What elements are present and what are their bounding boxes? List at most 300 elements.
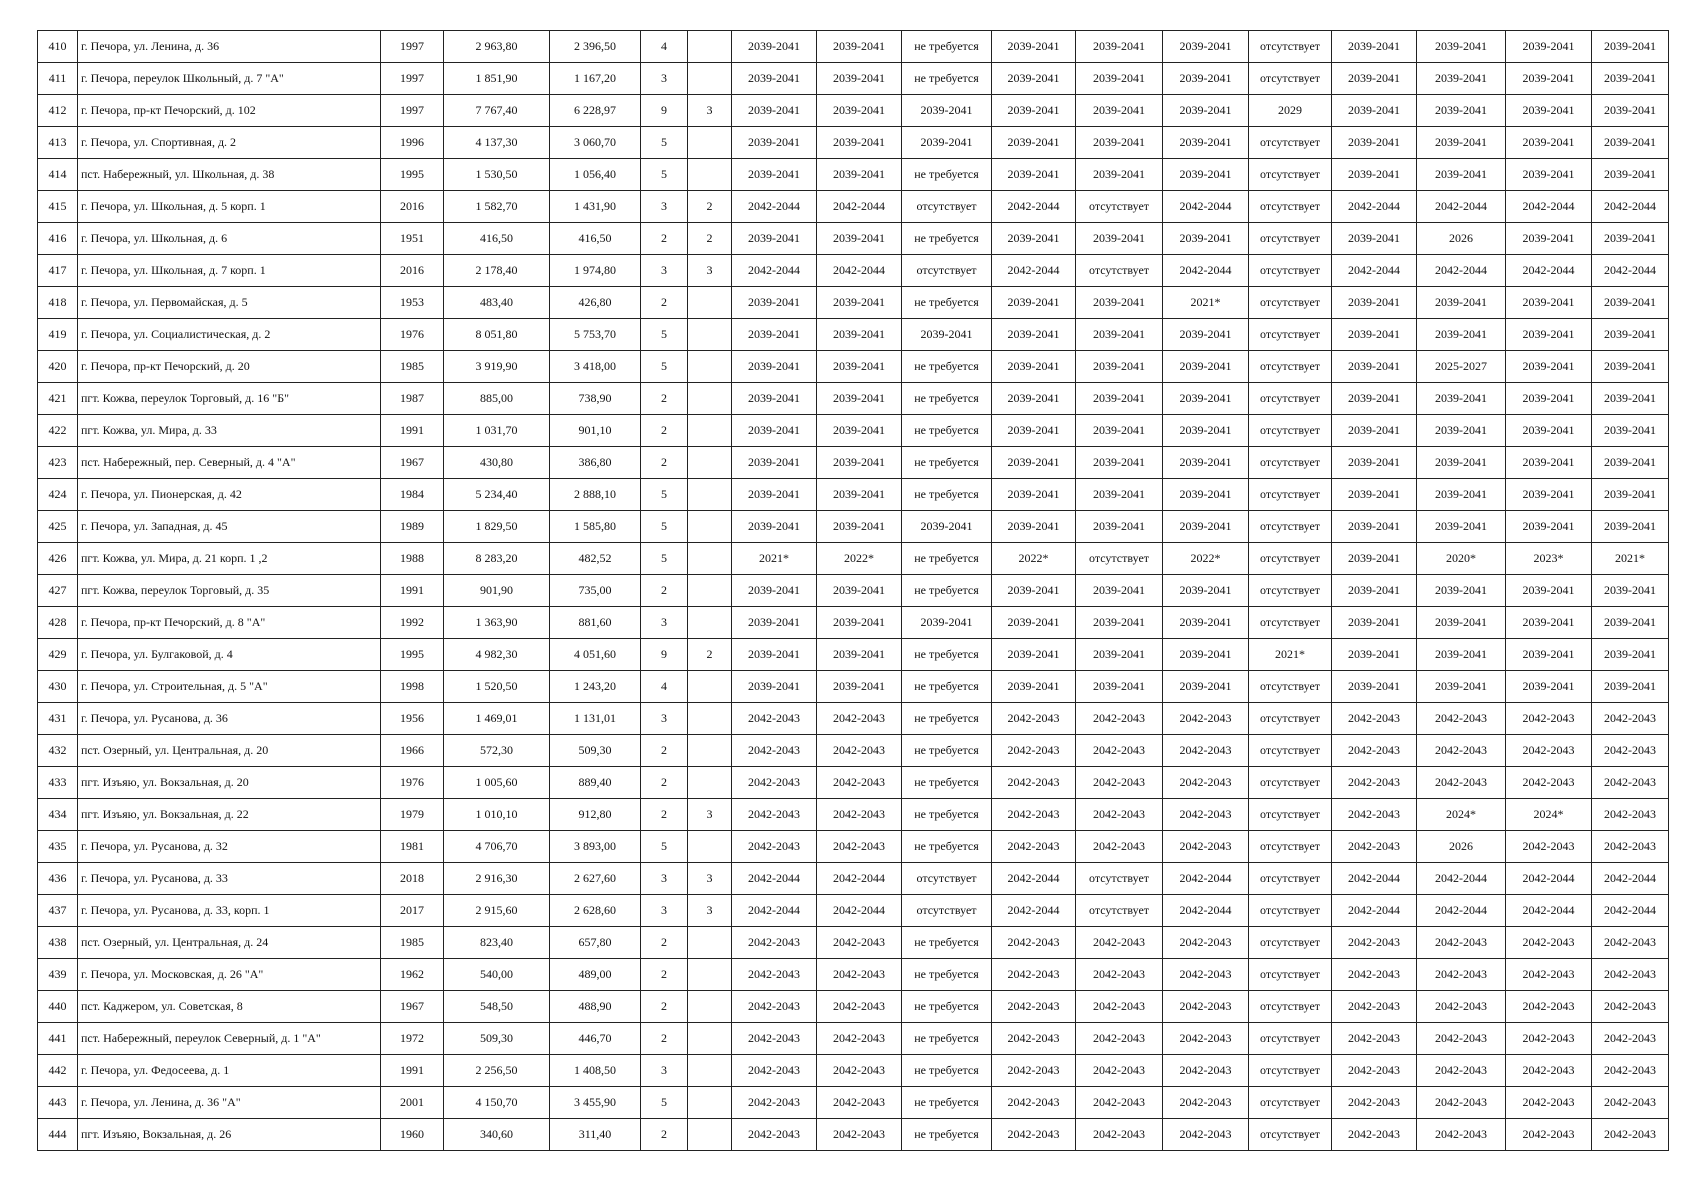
cell-address: г. Печора, ул. Западная, д. 45 xyxy=(78,511,381,543)
cell-repair-1: 2042-2043 xyxy=(732,1023,817,1055)
cell-living-area: 509,30 xyxy=(550,735,641,767)
cell-entrances xyxy=(688,415,732,447)
cell-build-year: 1985 xyxy=(381,927,444,959)
cell-build-year: 1981 xyxy=(381,831,444,863)
cell-total-area: 5 234,40 xyxy=(444,479,550,511)
table-row xyxy=(38,1023,1669,1055)
cell-repair-7: отсутствует xyxy=(1249,223,1332,255)
cell-repair-8: 2039-2041 xyxy=(1332,447,1417,479)
cell-total-area: 4 982,30 xyxy=(444,639,550,671)
cell-repair-5: 2039-2041 xyxy=(1076,639,1163,671)
cell-repair-8: 2039-2041 xyxy=(1332,639,1417,671)
cell-floors: 3 xyxy=(641,703,688,735)
cell-repair-8: 2039-2041 xyxy=(1332,63,1417,95)
cell-living-area: 1 131,01 xyxy=(550,703,641,735)
cell-row-number: 438 xyxy=(38,927,78,959)
cell-repair-4: 2039-2041 xyxy=(992,607,1076,639)
cell-repair-2: 2042-2043 xyxy=(817,831,902,863)
cell-floors: 4 xyxy=(641,31,688,63)
table-row xyxy=(38,959,1669,991)
cell-living-area: 1 243,20 xyxy=(550,671,641,703)
cell-repair-5: отсутствует xyxy=(1076,863,1163,895)
cell-repair-2: 2042-2043 xyxy=(817,767,902,799)
cell-repair-2: 2039-2041 xyxy=(817,447,902,479)
cell-entrances xyxy=(688,63,732,95)
cell-total-area: 1 829,50 xyxy=(444,511,550,543)
cell-row-number: 439 xyxy=(38,959,78,991)
cell-entrances xyxy=(688,31,732,63)
cell-repair-9: 2042-2043 xyxy=(1417,1023,1506,1055)
cell-repair-4: 2039-2041 xyxy=(992,95,1076,127)
cell-repair-5: 2042-2043 xyxy=(1076,1087,1163,1119)
cell-build-year: 1988 xyxy=(381,543,444,575)
cell-repair-1: 2042-2043 xyxy=(732,1119,817,1151)
cell-repair-10: 2039-2041 xyxy=(1506,383,1592,415)
cell-repair-5: 2042-2043 xyxy=(1076,799,1163,831)
cell-repair-1: 2042-2043 xyxy=(732,799,817,831)
cell-address: г. Печора, ул. Московская, д. 26 "А" xyxy=(78,959,381,991)
cell-repair-10: 2039-2041 xyxy=(1506,159,1592,191)
cell-repair-8: 2039-2041 xyxy=(1332,223,1417,255)
cell-repair-8: 2042-2043 xyxy=(1332,1055,1417,1087)
cell-total-area: 1 530,50 xyxy=(444,159,550,191)
cell-repair-6: 2022* xyxy=(1163,543,1249,575)
cell-entrances xyxy=(688,287,732,319)
cell-build-year: 1956 xyxy=(381,703,444,735)
cell-address: г. Печора, ул. Школьная, д. 5 корп. 1 xyxy=(78,191,381,223)
cell-living-area: 1 056,40 xyxy=(550,159,641,191)
cell-row-number: 442 xyxy=(38,1055,78,1087)
cell-address: г. Печора, ул. Федосеева, д. 1 xyxy=(78,1055,381,1087)
cell-repair-8: 2039-2041 xyxy=(1332,543,1417,575)
cell-repair-7: отсутствует xyxy=(1249,383,1332,415)
cell-repair-9: 2039-2041 xyxy=(1417,63,1506,95)
cell-repair-3: не требуется xyxy=(902,63,992,95)
cell-repair-1: 2039-2041 xyxy=(732,639,817,671)
cell-build-year: 1995 xyxy=(381,159,444,191)
cell-repair-9: 2042-2044 xyxy=(1417,191,1506,223)
cell-repair-2: 2042-2043 xyxy=(817,959,902,991)
cell-build-year: 1997 xyxy=(381,31,444,63)
cell-build-year: 1984 xyxy=(381,479,444,511)
cell-repair-7: отсутствует xyxy=(1249,671,1332,703)
cell-repair-3: не требуется xyxy=(902,287,992,319)
cell-repair-4: 2039-2041 xyxy=(992,479,1076,511)
cell-repair-8: 2042-2044 xyxy=(1332,895,1417,927)
cell-repair-3: не требуется xyxy=(902,831,992,863)
table-row xyxy=(38,703,1669,735)
cell-repair-6: 2042-2044 xyxy=(1163,191,1249,223)
cell-address: г. Печора, ул. Ленина, д. 36 xyxy=(78,31,381,63)
cell-repair-11: 2039-2041 xyxy=(1592,607,1669,639)
cell-address: пгт. Кожва, переулок Торговый, д. 16 "Б" xyxy=(78,383,381,415)
cell-living-area: 1 974,80 xyxy=(550,255,641,287)
cell-repair-2: 2039-2041 xyxy=(817,351,902,383)
cell-repair-1: 2042-2043 xyxy=(732,767,817,799)
cell-repair-11: 2039-2041 xyxy=(1592,223,1669,255)
cell-repair-7: отсутствует xyxy=(1249,159,1332,191)
cell-build-year: 1960 xyxy=(381,1119,444,1151)
cell-total-area: 8 051,80 xyxy=(444,319,550,351)
cell-repair-9: 2042-2044 xyxy=(1417,895,1506,927)
cell-repair-10: 2042-2043 xyxy=(1506,991,1592,1023)
cell-repair-4: 2042-2043 xyxy=(992,959,1076,991)
cell-row-number: 420 xyxy=(38,351,78,383)
cell-repair-3: не требуется xyxy=(902,927,992,959)
cell-repair-9: 2039-2041 xyxy=(1417,95,1506,127)
cell-repair-10: 2042-2043 xyxy=(1506,927,1592,959)
cell-address: пст. Набережный, пер. Северный, д. 4 "А" xyxy=(78,447,381,479)
cell-repair-3: не требуется xyxy=(902,447,992,479)
cell-repair-2: 2022* xyxy=(817,543,902,575)
cell-repair-6: 2042-2043 xyxy=(1163,991,1249,1023)
cell-repair-10: 2042-2043 xyxy=(1506,831,1592,863)
cell-repair-6: 2042-2043 xyxy=(1163,831,1249,863)
cell-entrances: 2 xyxy=(688,191,732,223)
cell-entrances xyxy=(688,383,732,415)
cell-repair-11: 2039-2041 xyxy=(1592,639,1669,671)
cell-repair-8: 2042-2044 xyxy=(1332,191,1417,223)
cell-repair-5: 2039-2041 xyxy=(1076,287,1163,319)
cell-repair-2: 2042-2043 xyxy=(817,1119,902,1151)
cell-repair-10: 2024* xyxy=(1506,799,1592,831)
cell-repair-5: 2039-2041 xyxy=(1076,383,1163,415)
cell-repair-10: 2042-2043 xyxy=(1506,959,1592,991)
cell-address: г. Печора, пр-кт Печорский, д. 8 "А" xyxy=(78,607,381,639)
cell-total-area: 901,90 xyxy=(444,575,550,607)
cell-repair-11: 2042-2043 xyxy=(1592,1119,1669,1151)
cell-repair-5: 2039-2041 xyxy=(1076,575,1163,607)
cell-repair-1: 2039-2041 xyxy=(732,31,817,63)
cell-row-number: 416 xyxy=(38,223,78,255)
cell-entrances xyxy=(688,735,732,767)
cell-repair-7: отсутствует xyxy=(1249,191,1332,223)
cell-repair-1: 2039-2041 xyxy=(732,95,817,127)
cell-repair-2: 2039-2041 xyxy=(817,511,902,543)
cell-row-number: 443 xyxy=(38,1087,78,1119)
cell-repair-9: 2020* xyxy=(1417,543,1506,575)
cell-repair-3: не требуется xyxy=(902,671,992,703)
cell-repair-4: 2039-2041 xyxy=(992,159,1076,191)
cell-floors: 5 xyxy=(641,543,688,575)
cell-living-area: 657,80 xyxy=(550,927,641,959)
cell-repair-9: 2039-2041 xyxy=(1417,479,1506,511)
cell-repair-3: не требуется xyxy=(902,31,992,63)
cell-build-year: 1972 xyxy=(381,1023,444,1055)
cell-repair-10: 2039-2041 xyxy=(1506,63,1592,95)
cell-repair-4: 2022* xyxy=(992,543,1076,575)
cell-repair-8: 2039-2041 xyxy=(1332,415,1417,447)
cell-repair-2: 2042-2043 xyxy=(817,1023,902,1055)
cell-repair-3: не требуется xyxy=(902,959,992,991)
cell-repair-2: 2039-2041 xyxy=(817,95,902,127)
cell-repair-7: отсутствует xyxy=(1249,543,1332,575)
cell-repair-6: 2039-2041 xyxy=(1163,351,1249,383)
cell-row-number: 431 xyxy=(38,703,78,735)
cell-row-number: 428 xyxy=(38,607,78,639)
cell-total-area: 572,30 xyxy=(444,735,550,767)
cell-repair-3: не требуется xyxy=(902,1119,992,1151)
cell-entrances xyxy=(688,959,732,991)
cell-repair-4: 2039-2041 xyxy=(992,447,1076,479)
cell-address: пст. Озерный, ул. Центральная, д. 24 xyxy=(78,927,381,959)
cell-repair-9: 2039-2041 xyxy=(1417,127,1506,159)
cell-repair-9: 2039-2041 xyxy=(1417,511,1506,543)
cell-repair-2: 2042-2044 xyxy=(817,863,902,895)
cell-repair-3: отсутствует xyxy=(902,191,992,223)
cell-repair-1: 2039-2041 xyxy=(732,159,817,191)
cell-row-number: 410 xyxy=(38,31,78,63)
cell-entrances xyxy=(688,607,732,639)
cell-repair-6: 2039-2041 xyxy=(1163,671,1249,703)
cell-row-number: 413 xyxy=(38,127,78,159)
cell-repair-6: 2042-2043 xyxy=(1163,1055,1249,1087)
cell-repair-11: 2042-2043 xyxy=(1592,703,1669,735)
cell-repair-1: 2039-2041 xyxy=(732,479,817,511)
cell-repair-5: отсутствует xyxy=(1076,895,1163,927)
cell-row-number: 421 xyxy=(38,383,78,415)
cell-total-area: 7 767,40 xyxy=(444,95,550,127)
cell-address: г. Печора, ул. Социалистическая, д. 2 xyxy=(78,319,381,351)
cell-repair-7: отсутствует xyxy=(1249,351,1332,383)
cell-repair-6: 2039-2041 xyxy=(1163,415,1249,447)
cell-total-area: 8 283,20 xyxy=(444,543,550,575)
cell-entrances: 3 xyxy=(688,799,732,831)
cell-repair-10: 2042-2043 xyxy=(1506,1055,1592,1087)
cell-row-number: 432 xyxy=(38,735,78,767)
cell-repair-3: не требуется xyxy=(902,575,992,607)
cell-entrances xyxy=(688,1023,732,1055)
cell-total-area: 509,30 xyxy=(444,1023,550,1055)
cell-repair-9: 2039-2041 xyxy=(1417,319,1506,351)
cell-address: пгт. Изъяю, Вокзальная, д. 26 xyxy=(78,1119,381,1151)
cell-row-number: 412 xyxy=(38,95,78,127)
cell-repair-5: 2039-2041 xyxy=(1076,479,1163,511)
cell-living-area: 482,52 xyxy=(550,543,641,575)
cell-repair-4: 2039-2041 xyxy=(992,511,1076,543)
cell-row-number: 417 xyxy=(38,255,78,287)
cell-address: г. Печора, ул. Пионерская, д. 42 xyxy=(78,479,381,511)
cell-repair-10: 2042-2043 xyxy=(1506,1087,1592,1119)
cell-row-number: 424 xyxy=(38,479,78,511)
cell-repair-6: 2039-2041 xyxy=(1163,575,1249,607)
cell-row-number: 419 xyxy=(38,319,78,351)
cell-repair-1: 2042-2044 xyxy=(732,255,817,287)
cell-repair-6: 2042-2043 xyxy=(1163,1087,1249,1119)
cell-living-area: 1 408,50 xyxy=(550,1055,641,1087)
cell-total-area: 2 178,40 xyxy=(444,255,550,287)
cell-address: г. Печора, ул. Русанова, д. 33, корп. 1 xyxy=(78,895,381,927)
table-row xyxy=(38,287,1669,319)
cell-repair-5: отсутствует xyxy=(1076,255,1163,287)
cell-repair-11: 2039-2041 xyxy=(1592,575,1669,607)
cell-row-number: 444 xyxy=(38,1119,78,1151)
cell-floors: 5 xyxy=(641,319,688,351)
cell-repair-7: отсутствует xyxy=(1249,863,1332,895)
cell-repair-5: 2039-2041 xyxy=(1076,159,1163,191)
cell-entrances xyxy=(688,1055,732,1087)
cell-repair-10: 2042-2044 xyxy=(1506,191,1592,223)
cell-repair-2: 2042-2043 xyxy=(817,1087,902,1119)
cell-total-area: 430,80 xyxy=(444,447,550,479)
cell-living-area: 1 431,90 xyxy=(550,191,641,223)
cell-repair-10: 2042-2044 xyxy=(1506,863,1592,895)
cell-entrances xyxy=(688,575,732,607)
cell-total-area: 340,60 xyxy=(444,1119,550,1151)
table-row xyxy=(38,799,1669,831)
cell-build-year: 1976 xyxy=(381,767,444,799)
cell-floors: 5 xyxy=(641,351,688,383)
cell-repair-4: 2042-2043 xyxy=(992,799,1076,831)
cell-repair-2: 2042-2044 xyxy=(817,255,902,287)
cell-build-year: 2017 xyxy=(381,895,444,927)
cell-repair-5: 2042-2043 xyxy=(1076,735,1163,767)
table-row xyxy=(38,383,1669,415)
cell-repair-7: отсутствует xyxy=(1249,63,1332,95)
cell-repair-1: 2039-2041 xyxy=(732,575,817,607)
cell-repair-10: 2042-2044 xyxy=(1506,255,1592,287)
cell-repair-10: 2039-2041 xyxy=(1506,319,1592,351)
cell-row-number: 411 xyxy=(38,63,78,95)
cell-repair-5: 2042-2043 xyxy=(1076,991,1163,1023)
cell-floors: 5 xyxy=(641,831,688,863)
cell-repair-7: отсутствует xyxy=(1249,991,1332,1023)
cell-address: пст. Каджером, ул. Советская, 8 xyxy=(78,991,381,1023)
cell-repair-5: 2039-2041 xyxy=(1076,607,1163,639)
cell-repair-9: 2024* xyxy=(1417,799,1506,831)
cell-floors: 5 xyxy=(641,479,688,511)
cell-repair-2: 2039-2041 xyxy=(817,415,902,447)
cell-repair-4: 2039-2041 xyxy=(992,351,1076,383)
cell-repair-7: 2021* xyxy=(1249,639,1332,671)
cell-repair-5: 2039-2041 xyxy=(1076,447,1163,479)
cell-row-number: 437 xyxy=(38,895,78,927)
cell-build-year: 1991 xyxy=(381,1055,444,1087)
cell-repair-1: 2042-2043 xyxy=(732,927,817,959)
cell-living-area: 912,80 xyxy=(550,799,641,831)
cell-repair-7: отсутствует xyxy=(1249,287,1332,319)
cell-repair-4: 2039-2041 xyxy=(992,319,1076,351)
cell-floors: 2 xyxy=(641,959,688,991)
cell-row-number: 430 xyxy=(38,671,78,703)
cell-row-number: 426 xyxy=(38,543,78,575)
cell-total-area: 1 469,01 xyxy=(444,703,550,735)
cell-repair-1: 2039-2041 xyxy=(732,671,817,703)
cell-repair-3: не требуется xyxy=(902,223,992,255)
cell-total-area: 483,40 xyxy=(444,287,550,319)
cell-repair-2: 2042-2043 xyxy=(817,991,902,1023)
table-row xyxy=(38,447,1669,479)
cell-repair-5: 2039-2041 xyxy=(1076,223,1163,255)
cell-address: пгт. Кожва, переулок Торговый, д. 35 xyxy=(78,575,381,607)
table-row xyxy=(38,1055,1669,1087)
cell-repair-5: 2039-2041 xyxy=(1076,63,1163,95)
cell-build-year: 2016 xyxy=(381,255,444,287)
cell-repair-4: 2039-2041 xyxy=(992,287,1076,319)
cell-build-year: 1997 xyxy=(381,63,444,95)
cell-total-area: 1 010,10 xyxy=(444,799,550,831)
cell-repair-4: 2042-2043 xyxy=(992,703,1076,735)
cell-repair-4: 2042-2043 xyxy=(992,927,1076,959)
cell-build-year: 1998 xyxy=(381,671,444,703)
cell-repair-6: 2042-2043 xyxy=(1163,767,1249,799)
cell-repair-7: отсутствует xyxy=(1249,415,1332,447)
table-row xyxy=(38,735,1669,767)
cell-repair-3: 2039-2041 xyxy=(902,511,992,543)
cell-build-year: 1989 xyxy=(381,511,444,543)
cell-repair-8: 2039-2041 xyxy=(1332,607,1417,639)
cell-repair-4: 2042-2043 xyxy=(992,991,1076,1023)
cell-repair-8: 2039-2041 xyxy=(1332,95,1417,127)
table-row xyxy=(38,351,1669,383)
cell-repair-8: 2039-2041 xyxy=(1332,319,1417,351)
cell-repair-4: 2042-2043 xyxy=(992,831,1076,863)
cell-repair-1: 2042-2043 xyxy=(732,1087,817,1119)
cell-repair-3: не требуется xyxy=(902,1023,992,1055)
table-body xyxy=(38,31,1669,1151)
cell-repair-8: 2042-2043 xyxy=(1332,1023,1417,1055)
cell-entrances xyxy=(688,543,732,575)
cell-repair-5: 2042-2043 xyxy=(1076,1023,1163,1055)
cell-repair-9: 2039-2041 xyxy=(1417,415,1506,447)
cell-address: г. Печора, ул. Спортивная, д. 2 xyxy=(78,127,381,159)
cell-floors: 5 xyxy=(641,127,688,159)
cell-repair-11: 2039-2041 xyxy=(1592,319,1669,351)
cell-living-area: 889,40 xyxy=(550,767,641,799)
cell-repair-7: отсутствует xyxy=(1249,927,1332,959)
cell-repair-3: не требуется xyxy=(902,159,992,191)
cell-entrances: 2 xyxy=(688,223,732,255)
cell-floors: 4 xyxy=(641,671,688,703)
cell-repair-5: 2039-2041 xyxy=(1076,511,1163,543)
cell-repair-11: 2039-2041 xyxy=(1592,127,1669,159)
cell-repair-10: 2042-2044 xyxy=(1506,895,1592,927)
cell-repair-11: 2042-2044 xyxy=(1592,191,1669,223)
cell-row-number: 436 xyxy=(38,863,78,895)
table-row xyxy=(38,1119,1669,1151)
cell-total-area: 1 363,90 xyxy=(444,607,550,639)
cell-repair-10: 2039-2041 xyxy=(1506,447,1592,479)
cell-repair-3: не требуется xyxy=(902,383,992,415)
cell-repair-5: 2039-2041 xyxy=(1076,319,1163,351)
cell-repair-2: 2039-2041 xyxy=(817,319,902,351)
cell-repair-4: 2042-2043 xyxy=(992,1055,1076,1087)
cell-repair-2: 2039-2041 xyxy=(817,383,902,415)
cell-entrances: 3 xyxy=(688,895,732,927)
cell-repair-10: 2039-2041 xyxy=(1506,511,1592,543)
cell-repair-4: 2042-2043 xyxy=(992,735,1076,767)
cell-repair-8: 2042-2043 xyxy=(1332,735,1417,767)
cell-floors: 2 xyxy=(641,799,688,831)
cell-repair-11: 2042-2043 xyxy=(1592,1023,1669,1055)
cell-repair-9: 2039-2041 xyxy=(1417,671,1506,703)
cell-repair-9: 2039-2041 xyxy=(1417,639,1506,671)
cell-repair-8: 2042-2044 xyxy=(1332,255,1417,287)
cell-repair-3: отсутствует xyxy=(902,255,992,287)
cell-address: г. Печора, ул. Русанова, д. 32 xyxy=(78,831,381,863)
cell-living-area: 311,40 xyxy=(550,1119,641,1151)
cell-repair-8: 2039-2041 xyxy=(1332,31,1417,63)
cell-repair-9: 2042-2043 xyxy=(1417,1119,1506,1151)
table-row xyxy=(38,927,1669,959)
cell-address: пст. Озерный, ул. Центральная, д. 20 xyxy=(78,735,381,767)
cell-living-area: 1 167,20 xyxy=(550,63,641,95)
cell-repair-7: отсутствует xyxy=(1249,959,1332,991)
cell-floors: 2 xyxy=(641,1023,688,1055)
cell-repair-9: 2039-2041 xyxy=(1417,287,1506,319)
cell-floors: 9 xyxy=(641,95,688,127)
cell-living-area: 4 051,60 xyxy=(550,639,641,671)
